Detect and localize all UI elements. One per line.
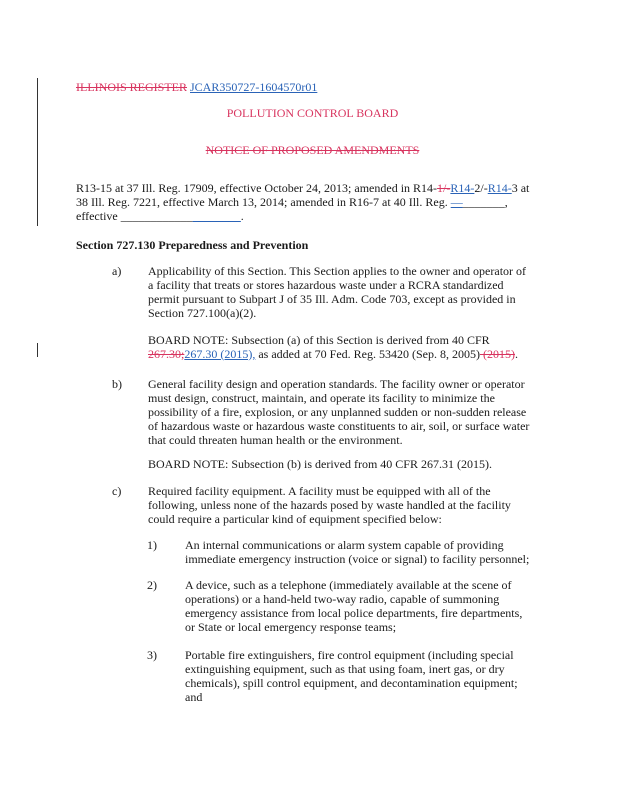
- history-deleted: 1/-: [437, 181, 451, 195]
- notice-title: NOTICE OF PROPOSED AMENDMENTS: [205, 143, 420, 157]
- register-inserted: JCAR350727-1604570r01: [190, 80, 318, 94]
- note-text: as added at 70 Fed. Reg. 53420 (Sep. 8, 2005): [255, 347, 480, 361]
- item-text-a: Applicability of this Section. This Section applies to the owner and operator of a facility that treats or stores hazardous waste under a RCRA standardized permit pursuant to Subpart J of 35 Ill. Adm. Code 703, except as provided in Section 727.100(a)(2).: [148, 264, 527, 320]
- board-note-b: BOARD NOTE: Subsection (b) is derived from 40 CFR 267.31 (2015).: [148, 457, 492, 471]
- item-label-b: b): [112, 377, 122, 391]
- board-note-a: [148, 333, 530, 361]
- note-inserted: 267.30 (2015),: [184, 347, 256, 361]
- board-title: POLLUTION CONTROL BOARD: [226, 106, 399, 120]
- subitem-label-3: 3): [147, 648, 157, 662]
- history-inserted: —: [450, 195, 463, 209]
- subitem-text-3: Portable fire extinguishers, fire control equipment (including special extinguishing equipment, such as that using foam, inert gas, or dry chemicals), spill control equipment, and decontamination equipment; and: [185, 648, 518, 704]
- section-title: Section 727.130 Preparedness and Prevention: [76, 238, 309, 252]
- history-inserted: ________: [192, 209, 241, 223]
- history-text: 2/-: [474, 181, 488, 195]
- item-text-c: Required facility equipment. A facility must be equipped with all of the following, unless none of the hazards posed by waste handled at the facility could require a particular kind of equipment specified below:: [148, 484, 511, 526]
- history-text: 38 Ill. Reg. 7221, effective March 13, 2014; amended in R16-7 at 40 Ill. Reg.: [76, 195, 448, 209]
- history-inserted: R14-: [487, 181, 512, 195]
- history-blank: _______,: [462, 195, 508, 209]
- item-text-b: General facility design and operation standards. The facility owner or operator must design, construct, maintain, and operate its facility to minimize the possibility of a fire, explosion, or any unplanned sudden or non-sudden release of hazardous waste or hazardous waste constituents to air, soil, or surface water that could threaten human health or the environment.: [148, 377, 530, 447]
- history-text: .: [240, 209, 244, 223]
- history-text: effective: [76, 209, 118, 223]
- history-line-3: [76, 209, 536, 223]
- note-text: .: [514, 347, 518, 361]
- subitem-text-2: A device, such as a telephone (immediately available at the scene of operations) or a hand-held two-way radio, capable of summoning emergency assistance from local police departments, fire departments, or State or local emergency response teams;: [185, 578, 523, 634]
- history-note: [76, 181, 536, 223]
- register-header: [76, 80, 317, 95]
- history-line-2: [76, 195, 536, 209]
- subitem-label-2: 2): [147, 578, 157, 592]
- subitem-text-1: An internal communications or alarm system capable of providing immediate emergency instruction (voice or signal) to facility personnel;: [185, 538, 530, 566]
- note-deleted: (2015): [479, 347, 515, 361]
- change-bar: [37, 343, 38, 357]
- item-label-a: a): [112, 264, 122, 278]
- history-text: 3 at: [511, 181, 530, 195]
- history-line-1: [76, 181, 536, 195]
- note-deleted: 267.30;: [148, 347, 185, 361]
- history-blank: ____________: [120, 209, 193, 223]
- subitem-label-1: 1): [147, 538, 157, 552]
- register-deleted: ILLINOIS REGISTER: [76, 80, 187, 94]
- item-label-c: c): [112, 484, 122, 498]
- note-text: BOARD NOTE: Subsection (a) of this Section is derived from 40 CFR: [148, 333, 490, 347]
- history-inserted: R14-: [450, 181, 475, 195]
- history-text: R13-15 at 37 Ill. Reg. 17909, effective October 24, 2013; amended in R14-: [76, 181, 438, 195]
